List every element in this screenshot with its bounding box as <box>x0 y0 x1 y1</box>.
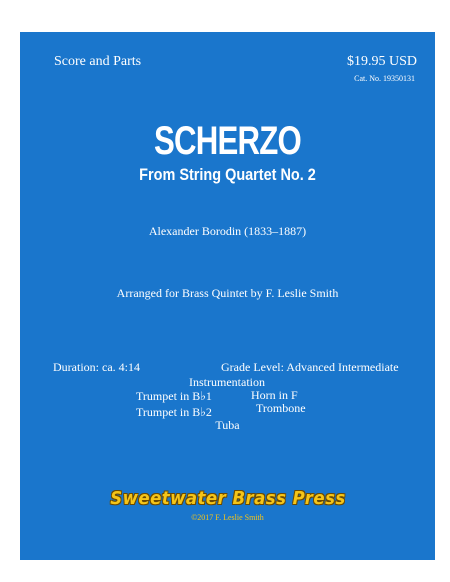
copyright: ©2017 F. Leslie Smith <box>191 513 264 522</box>
publisher-name: Sweetwater Brass Press <box>109 488 346 509</box>
composer: Alexander Borodin (1833–1887) <box>148 224 307 238</box>
instrumentation-heading: Instrumentation <box>189 375 265 389</box>
price: $19.95 USD <box>346 54 417 69</box>
instrument-trumpet-2: Trumpet in B♭2 <box>136 405 212 419</box>
instrument-trumpet-1: Trumpet in B♭1 <box>136 389 212 403</box>
grade-level: Grade Level: Advanced Intermediate <box>221 360 399 374</box>
format-label: Score and Parts <box>54 54 142 69</box>
subtitle: From String Quartet No. 2 <box>139 165 316 184</box>
duration: Duration: ca. 4:14 <box>53 360 140 374</box>
title: SCHERZO <box>153 119 302 163</box>
arranger: Arranged for Brass Quintet by F. Leslie Smith <box>116 286 339 300</box>
cover <box>20 32 435 560</box>
instrument-trombone: Trombone <box>256 401 306 415</box>
instrument-horn: Horn in F <box>251 388 298 402</box>
catalog-number: Cat. No. 19350131 <box>354 74 415 83</box>
instrument-tuba: Tuba <box>215 418 240 432</box>
publisher-logo <box>20 488 435 509</box>
